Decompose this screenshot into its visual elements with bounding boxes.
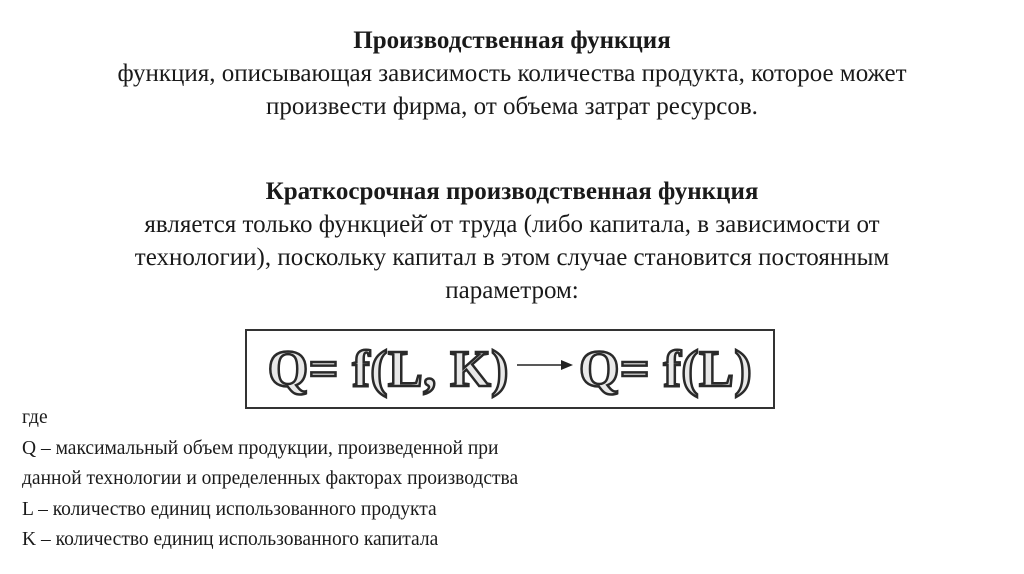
definition-l: L – количество единиц использованного продукта xyxy=(22,498,437,520)
section-short-run-function xyxy=(0,176,1024,307)
section-title: Краткосрочная производственная функция xyxy=(265,178,759,205)
section-production-function xyxy=(0,25,1024,123)
definition-q-continued: данной технологии и определенных факторах производства xyxy=(22,468,519,489)
definition-q: Q – максимальный объем продукции, произведенной при xyxy=(22,437,499,459)
definition-line: функция, описывающая зависимость количества продукта, которое может xyxy=(117,60,907,87)
description-line: является только функцией̆ от труда (либо капитала, в зависимости от xyxy=(144,211,880,238)
definitions-intro: где xyxy=(22,407,48,428)
formula-left: Q= f(L, K) xyxy=(267,340,509,398)
section-title: Производственная функция xyxy=(353,27,671,54)
formula-right: Q= f(L) xyxy=(578,340,753,398)
definition-k: K – количество единиц использованного капитала xyxy=(22,529,439,550)
definitions-list xyxy=(22,403,518,556)
description-line: технологии), поскольку капитал в этом случае становится постоянным xyxy=(134,244,890,271)
definition-line: произвести фирма, от объема затрат ресурсов. xyxy=(266,93,758,120)
formula-box xyxy=(245,329,775,409)
description-line: параметром: xyxy=(445,277,579,304)
arrow-right-icon xyxy=(517,358,573,377)
